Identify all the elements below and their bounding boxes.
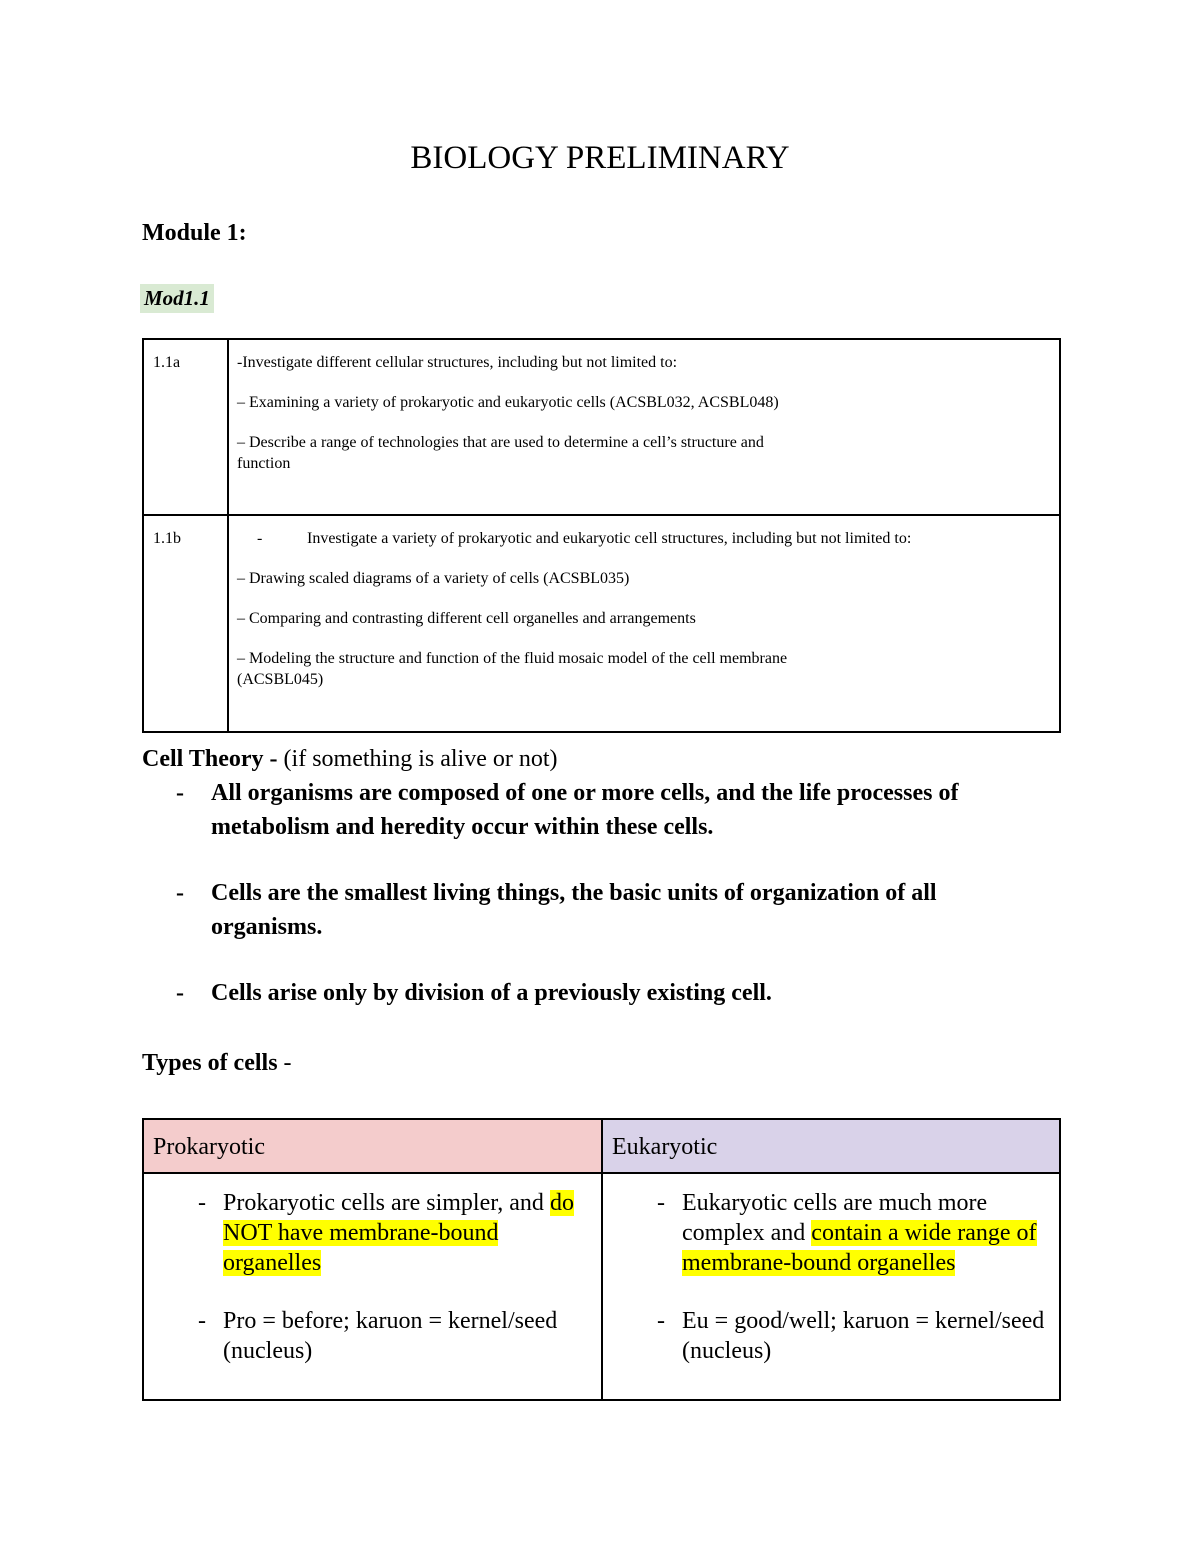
syllabus-line: – Examining a variety of prokaryotic and eukaryotic cells (ACSBL032, ACSBL048)	[237, 394, 779, 411]
list-item: - Prokaryotic cells are simpler, and do NOT have membrane-bound organelles	[198, 1190, 574, 1276]
list-item: - Eukaryotic cells are much more complex and contain a wide range of membrane-bound organelles	[657, 1190, 1037, 1276]
prokaryotic-header: Prokaryotic	[143, 1119, 602, 1173]
list-dash: -	[176, 980, 184, 1006]
syllabus-line: – Describe a range of technologies that are used to determine a cell’s structure and function	[237, 434, 764, 472]
prokaryotic-cell	[143, 1173, 602, 1400]
cell-types-table	[142, 1118, 1061, 1401]
syllabus-code: 1.1b	[143, 515, 228, 732]
module-subsection-tag: Mod1.1	[140, 284, 214, 313]
highlighted-text: do NOT have membrane-bound organelles	[223, 1190, 574, 1276]
syllabus-line: – Drawing scaled diagrams of a variety of cells (ACSBL035)	[237, 570, 630, 587]
syllabus-line: – Modeling the structure and function of the fluid mosaic model of the cell membrane (ACSBL045)	[237, 650, 788, 688]
highlighted-text: contain a wide range of membrane-bound organelles	[682, 1220, 1037, 1276]
list-dash: -	[657, 1308, 665, 1334]
cell-theory-list	[142, 776, 1042, 1010]
syllabus-table	[142, 338, 1061, 733]
syllabus-code: 1.1a	[143, 339, 228, 515]
cell-theory-section	[142, 742, 1042, 1042]
syllabus-line: – Comparing and contrasting different cell organelles and arrangements	[237, 610, 696, 627]
document-title: BIOLOGY PRELIMINARY	[410, 140, 790, 176]
list-item: - All organisms are composed of one or more cells, and the life processes of metabolism and heredity occur within these cells.	[142, 776, 1042, 844]
module-heading: Module 1:	[142, 220, 247, 246]
syllabus-content	[228, 515, 1060, 732]
syllabus-line: Investigate a variety of prokaryotic and eukaryotic cell structures, including but not limited to:	[307, 530, 912, 547]
list-dash: -	[198, 1308, 206, 1334]
syllabus-line: -Investigate different cellular structures, including but not limited to:	[237, 354, 678, 371]
table-row	[143, 1173, 1060, 1400]
list-item: - Pro = before; karuon = kernel/seed (nucleus)	[198, 1308, 558, 1364]
syllabus-content	[228, 339, 1060, 515]
list-item: - Cells are the smallest living things, the basic units of organization of all organisms.	[142, 876, 1042, 944]
syllabus-row	[143, 339, 1060, 515]
list-dash: -	[176, 880, 184, 906]
list-item: - Cells arise only by division of a previously existing cell.	[142, 976, 1042, 1010]
syllabus-row	[143, 515, 1060, 732]
list-item: - Eu = good/well; karuon = kernel/seed (nucleus)	[657, 1308, 1045, 1364]
types-of-cells-heading: Types of cells -	[142, 1050, 292, 1076]
cell-theory-heading: Cell Theory - (if something is alive or not)	[142, 746, 558, 772]
table-header-row	[143, 1119, 1060, 1173]
eukaryotic-header: Eukaryotic	[602, 1119, 1060, 1173]
cell-theory-note: (if something is alive or not)	[283, 746, 558, 772]
list-dash: -	[657, 1190, 665, 1216]
list-dash: -	[176, 780, 184, 806]
list-dash: -	[198, 1190, 206, 1216]
eukaryotic-cell	[602, 1173, 1060, 1400]
list-dash: -	[257, 530, 263, 547]
